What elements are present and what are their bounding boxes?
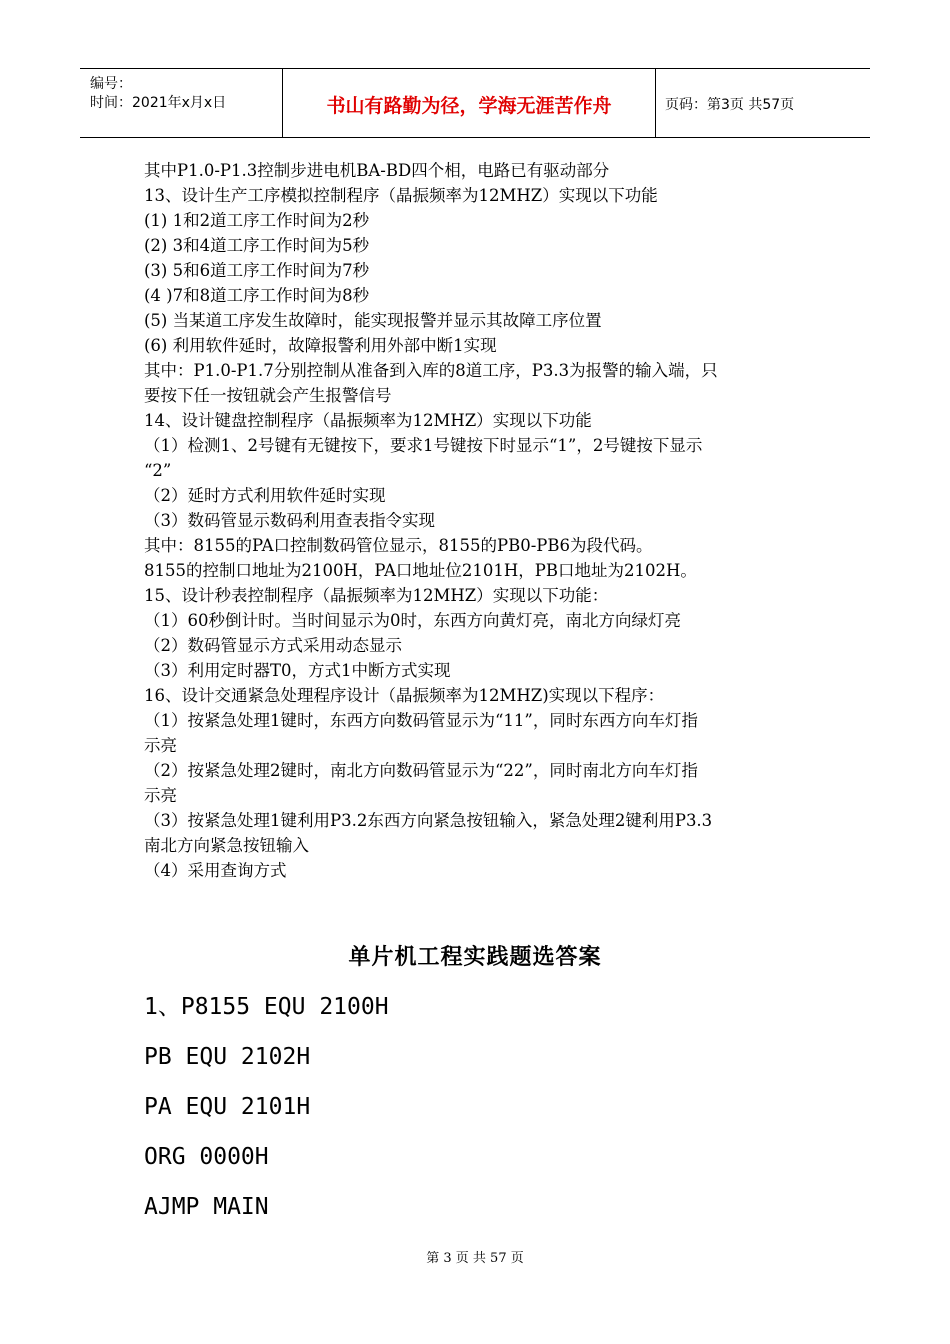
body-line: 其中P1.0-P1.3控制步进电机BA-BD四个相，电路已有驱动部分 bbox=[144, 161, 610, 180]
body-line: (1) 1和2道工序工作时间为2秒 bbox=[144, 211, 370, 230]
body-line: 示亮 bbox=[144, 736, 177, 755]
body-line: 其中：8155的PA口控制数码管位显示，8155的PB0-PB6为段代码。 bbox=[144, 536, 653, 555]
body-line: 8155的控制口地址为2100H，PA口地址位2101H，PB口地址为2102H。 bbox=[144, 561, 697, 580]
body-line: （3）数码管显示数码利用查表指令实现 bbox=[144, 511, 435, 530]
body-line: 要按下任一按钮就会产生报警信号 bbox=[144, 386, 392, 405]
code-block bbox=[144, 990, 389, 1240]
page-footer: 第 3 页 共 57 页 bbox=[426, 1251, 524, 1266]
header-motto: 书山有路勤为径，学海无涯苦作舟 bbox=[326, 95, 612, 117]
body-line: （2）数码管显示方式采用动态显示 bbox=[144, 636, 402, 655]
body-line: （3）按紧急处理1键利用P3.2东西方向紧急按钮输入，紧急处理2键利用P3.3 bbox=[144, 811, 713, 830]
body-line: 13、设计生产工序模拟控制程序（晶振频率为12MHZ）实现以下功能 bbox=[144, 186, 658, 205]
code-line: PB EQU 2102H bbox=[144, 1044, 311, 1070]
header-left-cell bbox=[80, 69, 282, 137]
body-line: (4 )7和8道工序工作时间为8秒 bbox=[144, 286, 370, 305]
body-line: （2）延时方式利用软件延时实现 bbox=[144, 486, 386, 505]
code-line: PA EQU 2101H bbox=[144, 1094, 311, 1120]
body-line: (6) 利用软件延时，故障报警利用外部中断1实现 bbox=[144, 336, 497, 355]
body-line: 南北方向紧急按钮输入 bbox=[144, 836, 309, 855]
body-line: (5) 当某道工序发生故障时，能实现报警并显示其故障工序位置 bbox=[144, 311, 602, 330]
header-page-info: 页码：第3页 共57页 bbox=[665, 97, 795, 113]
body-line: （4）采用查询方式 bbox=[144, 861, 287, 880]
body-line: 其中：P1.0-P1.7分别控制从准备到入库的8道工序，P3.3为报警的输入端，只 bbox=[144, 361, 718, 380]
page-header bbox=[80, 68, 870, 138]
section-title: 单片机工程实践题选答案 bbox=[348, 945, 602, 970]
document-body bbox=[144, 158, 814, 883]
body-line: (3) 5和6道工序工作时间为7秒 bbox=[144, 261, 370, 280]
code-line: AJMP MAIN bbox=[144, 1194, 269, 1220]
body-line: 16、设计交通紧急处理程序设计（晶振频率为12MHZ)实现以下程序： bbox=[144, 686, 665, 705]
body-line: 15、设计秒表控制程序（晶振频率为12MHZ）实现以下功能： bbox=[144, 586, 609, 605]
code-line: 1、P8155 EQU 2100H bbox=[144, 994, 389, 1020]
code-line: ORG 0000H bbox=[144, 1144, 269, 1170]
body-line: “2” bbox=[144, 461, 172, 480]
body-line: （2）按紧急处理2键时，南北方向数码管显示为“22”，同时南北方向车灯指 bbox=[144, 761, 698, 780]
body-line: (2) 3和4道工序工作时间为5秒 bbox=[144, 236, 370, 255]
header-right-cell bbox=[655, 69, 870, 137]
body-line: （1）按紧急处理1键时，东西方向数码管显示为“11”，同时东西方向车灯指 bbox=[144, 711, 698, 730]
body-line: 14、设计键盘控制程序（晶振频率为12MHZ）实现以下功能 bbox=[144, 411, 592, 430]
body-line: 示亮 bbox=[144, 786, 177, 805]
body-line: （3）利用定时器T0，方式1中断方式实现 bbox=[144, 661, 451, 680]
header-center-cell bbox=[282, 69, 656, 137]
time-label: 时间：2021年x月x日 bbox=[90, 95, 227, 111]
body-line: （1）60秒倒计时。当时间显示为0时，东西方向黄灯亮，南北方向绿灯亮 bbox=[144, 611, 681, 630]
body-line: （1）检测1、2号键有无键按下，要求1号键按下时显示“1”，2号键按下显示 bbox=[144, 436, 703, 455]
number-label: 编号： bbox=[90, 76, 132, 92]
